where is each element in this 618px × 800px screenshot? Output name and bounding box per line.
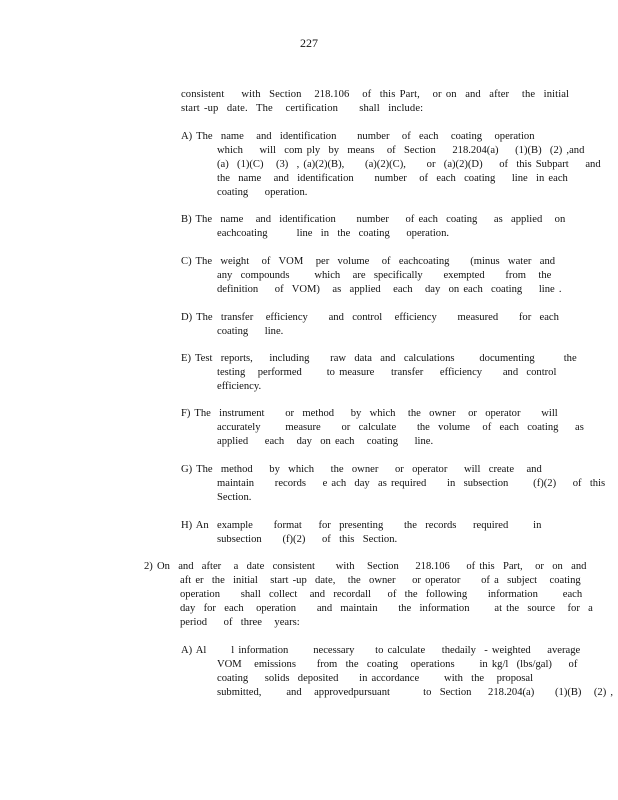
list-item-line: the name and identification number of each coating line in each xyxy=(217,173,568,184)
list-item-line: any compounds which are specifically exempted from the xyxy=(217,270,552,281)
list-item-line: definition of VOM) as applied each day on each coating line . xyxy=(217,284,562,295)
list-item-line: C) The weight of VOM per volume of eachcoating (minus water and xyxy=(181,256,556,267)
list-item-line: (a) (1)(C) (3) , (a)(2)(B), (a)(2)(C), or (a)(2)(D) of this Subpart and xyxy=(217,159,601,170)
list-item-line: A) Al l information necessary to calculate thedaily - weighted average xyxy=(181,645,581,656)
list-item-line: aft er the initial start -up date, the owner or operator of a subject coating xyxy=(180,575,581,586)
list-item-2 xyxy=(144,560,593,630)
list-item-line: submitted, and approvedpursuant to Section 218.204(a) (1)(B) (2) , xyxy=(217,687,614,698)
list-item-line: period of three years: xyxy=(180,617,300,628)
list-item-line: E) Test reports, including raw data and calculations documenting the xyxy=(181,353,577,364)
list-item-line: D) The transfer efficiency and control efficiency measured for each xyxy=(181,312,559,323)
list-item-h xyxy=(181,519,542,547)
list-item-line: coating line. xyxy=(217,326,284,337)
list-item-line: operation shall collect and recordall of the following information each xyxy=(180,589,583,600)
list-item-line: subsection (f)(2) of this Section. xyxy=(217,534,398,545)
list-item-line: which will com ply by means of Section 218.204(a) (1)(B) (2) ,and xyxy=(217,145,585,156)
list-item-line: coating operation. xyxy=(217,187,308,198)
list-item-d xyxy=(181,311,559,339)
list-item-line: 2) On and after a date consistent with Section 218.106 of this Part, or on and xyxy=(144,561,587,572)
list-item-line: A) The name and identification number of each coating operation xyxy=(181,131,535,142)
list-item-line: eachcoating line in the coating operation. xyxy=(217,228,450,239)
list-item-line: efficiency. xyxy=(217,381,262,392)
list-item-line: F) The instrument or method by which the owner or operator will xyxy=(181,408,558,419)
list-item-line: maintain records e ach day as required in subsection (f)(2) of this xyxy=(217,478,606,489)
list-item-line: applied each day on each coating line. xyxy=(217,436,434,447)
intro-line: consistent with Section 218.106 of this Part, or on and after the initial xyxy=(181,89,570,100)
list-item-line: accurately measure or calculate the volume of each coating as xyxy=(217,422,584,433)
list-item-line: B) The name and identification number of each coating as applied on xyxy=(181,214,566,225)
list-item-f xyxy=(181,407,584,449)
list-item-line: G) The method by which the owner or operator will create and xyxy=(181,464,542,475)
intro-paragraph xyxy=(181,88,569,116)
list-item-line: H) An example format for presenting the records required in xyxy=(181,520,542,531)
list-item-g xyxy=(181,463,606,505)
list-item-line: VOM emissions from the coating operations in kg/l (lbs/gal) of xyxy=(217,659,578,670)
page-number: 227 xyxy=(300,36,318,50)
list-item-e xyxy=(181,352,577,394)
list-item-line: day for each operation and maintain the information at the source for a xyxy=(180,603,593,614)
list-item-b xyxy=(181,213,566,241)
list-item-a xyxy=(181,130,601,200)
sub-item-a xyxy=(181,644,614,700)
list-item-c xyxy=(181,255,562,297)
intro-line: start -up date. The certification shall include: xyxy=(181,103,424,114)
list-item-line: Section. xyxy=(217,492,252,503)
list-item-line: coating solids deposited in accordance with the proposal xyxy=(217,673,534,684)
list-item-line: testing performed to measure transfer efficiency and control xyxy=(217,367,557,378)
